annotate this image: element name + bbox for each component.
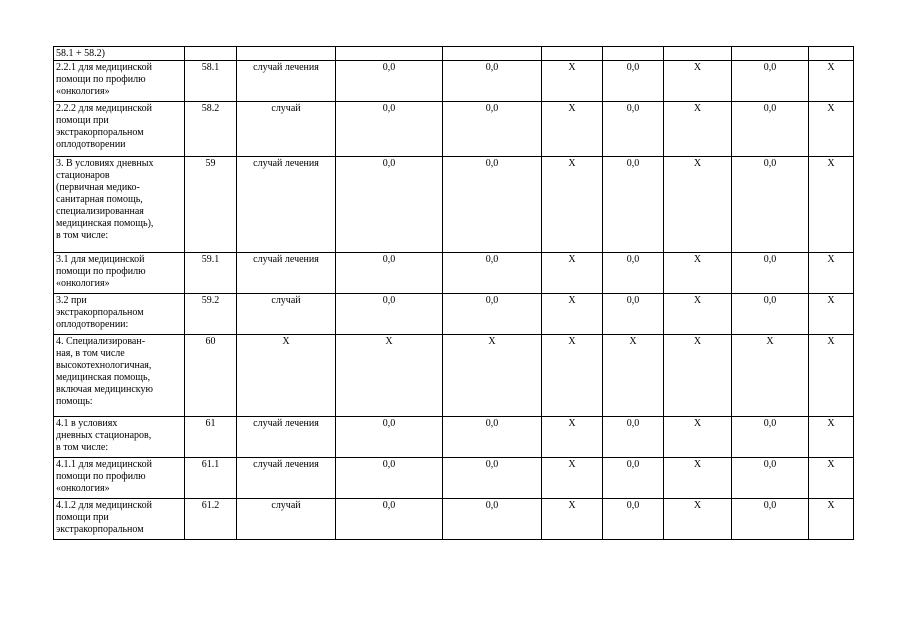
value-cell-5: X: [664, 157, 732, 253]
value-cell-4: 0,0: [603, 458, 664, 499]
value-cell-1: 0,0: [336, 102, 443, 157]
value-cell-5: X: [664, 61, 732, 102]
value-cell-6: 0,0: [732, 102, 809, 157]
value-cell-3: X: [542, 157, 603, 253]
unit-cell: случай: [237, 102, 336, 157]
value-cell-5: X: [664, 294, 732, 335]
value-cell-5: X: [664, 335, 732, 417]
value-cell-7: X: [809, 61, 854, 102]
value-cell-4: X: [603, 335, 664, 417]
value-cell-6: X: [732, 335, 809, 417]
value-cell-6: 0,0: [732, 458, 809, 499]
value-cell-2: X: [443, 335, 542, 417]
value-cell-4: 0,0: [603, 499, 664, 540]
row-name-cell: 3.2 при экстракорпоральном оплодотворении:: [54, 294, 185, 335]
value-cell-7: X: [809, 253, 854, 294]
table-row: [54, 61, 854, 102]
value-cell-6: 0,0: [732, 253, 809, 294]
value-cell-1: 0,0: [336, 458, 443, 499]
table-row: [54, 294, 854, 335]
document-table: [53, 46, 854, 540]
value-cell-5: X: [664, 253, 732, 294]
value-cell-4: 0,0: [603, 294, 664, 335]
unit-cell: случай лечения: [237, 458, 336, 499]
value-cell-7: [809, 47, 854, 61]
unit-cell: случай лечения: [237, 253, 336, 294]
value-cell-1: [336, 47, 443, 61]
value-cell-1: 0,0: [336, 499, 443, 540]
value-cell-7: X: [809, 335, 854, 417]
value-cell-6: [732, 47, 809, 61]
row-number-cell: [185, 47, 237, 61]
row-number-cell: 59.1: [185, 253, 237, 294]
table-row: [54, 47, 854, 61]
value-cell-1: 0,0: [336, 157, 443, 253]
table-row: [54, 417, 854, 458]
value-cell-7: X: [809, 102, 854, 157]
row-number-cell: 58.1: [185, 61, 237, 102]
row-number-cell: 60: [185, 335, 237, 417]
value-cell-5: X: [664, 102, 732, 157]
value-cell-7: X: [809, 499, 854, 540]
value-cell-5: X: [664, 458, 732, 499]
row-number-cell: 61.1: [185, 458, 237, 499]
unit-cell: случай: [237, 294, 336, 335]
unit-cell: случай: [237, 499, 336, 540]
value-cell-5: [664, 47, 732, 61]
value-cell-6: 0,0: [732, 294, 809, 335]
row-name-cell: 4.1.2 для медицинской помощи при экстракорпоральном: [54, 499, 185, 540]
table-row: [54, 458, 854, 499]
unit-cell: случай лечения: [237, 417, 336, 458]
value-cell-7: X: [809, 157, 854, 253]
row-number-cell: 58.2: [185, 102, 237, 157]
value-cell-6: 0,0: [732, 61, 809, 102]
row-name-cell: 2.2.1 для медицинской помощи по профилю «онкология»: [54, 61, 185, 102]
value-cell-3: X: [542, 499, 603, 540]
value-cell-2: [443, 47, 542, 61]
row-name-cell: 4.1.1 для медицинской помощи по профилю «онкология»: [54, 458, 185, 499]
value-cell-3: [542, 47, 603, 61]
row-name-cell: 58.1 + 58.2): [54, 47, 185, 61]
value-cell-2: 0,0: [443, 417, 542, 458]
value-cell-3: X: [542, 253, 603, 294]
value-cell-4: 0,0: [603, 253, 664, 294]
row-name-cell: 4.1 в условиях дневных стационаров, в том числе:: [54, 417, 185, 458]
value-cell-4: 0,0: [603, 61, 664, 102]
unit-cell: [237, 47, 336, 61]
row-number-cell: 61.2: [185, 499, 237, 540]
table-row: [54, 157, 854, 253]
value-cell-6: 0,0: [732, 417, 809, 458]
value-cell-4: 0,0: [603, 102, 664, 157]
row-number-cell: 59: [185, 157, 237, 253]
value-cell-4: [603, 47, 664, 61]
value-cell-1: 0,0: [336, 294, 443, 335]
value-cell-4: 0,0: [603, 417, 664, 458]
value-cell-4: 0,0: [603, 157, 664, 253]
value-cell-1: 0,0: [336, 61, 443, 102]
unit-cell: случай лечения: [237, 61, 336, 102]
value-cell-3: X: [542, 61, 603, 102]
table-row: [54, 499, 854, 540]
row-name-cell: 2.2.2 для медицинской помощи при экстракорпоральном оплодотворении: [54, 102, 185, 157]
unit-cell: случай лечения: [237, 157, 336, 253]
row-name-cell: 3. В условиях дневных стационаров (первичная медико- санитарная помощь, специализированная медицинская помощь), в том числе:: [54, 157, 185, 253]
value-cell-1: X: [336, 335, 443, 417]
value-cell-7: X: [809, 294, 854, 335]
table-row: [54, 253, 854, 294]
value-cell-5: X: [664, 417, 732, 458]
value-cell-2: 0,0: [443, 102, 542, 157]
row-name-cell: 3.1 для медицинской помощи по профилю «онкология»: [54, 253, 185, 294]
value-cell-2: 0,0: [443, 61, 542, 102]
table-row: [54, 335, 854, 417]
table-row: [54, 102, 854, 157]
value-cell-3: X: [542, 335, 603, 417]
value-cell-2: 0,0: [443, 253, 542, 294]
table-body: [54, 47, 854, 540]
value-cell-3: X: [542, 417, 603, 458]
row-number-cell: 61: [185, 417, 237, 458]
value-cell-7: X: [809, 458, 854, 499]
value-cell-1: 0,0: [336, 253, 443, 294]
value-cell-6: 0,0: [732, 499, 809, 540]
row-name-cell: 4. Специализирован- ная, в том числе высокотехнологичная, медицинская помощь, включая медицинскую помощь:: [54, 335, 185, 417]
value-cell-3: X: [542, 294, 603, 335]
value-cell-1: 0,0: [336, 417, 443, 458]
value-cell-3: X: [542, 102, 603, 157]
value-cell-2: 0,0: [443, 458, 542, 499]
value-cell-5: X: [664, 499, 732, 540]
value-cell-3: X: [542, 458, 603, 499]
value-cell-6: 0,0: [732, 157, 809, 253]
row-number-cell: 59.2: [185, 294, 237, 335]
value-cell-2: 0,0: [443, 294, 542, 335]
value-cell-2: 0,0: [443, 157, 542, 253]
unit-cell: X: [237, 335, 336, 417]
value-cell-2: 0,0: [443, 499, 542, 540]
value-cell-7: X: [809, 417, 854, 458]
